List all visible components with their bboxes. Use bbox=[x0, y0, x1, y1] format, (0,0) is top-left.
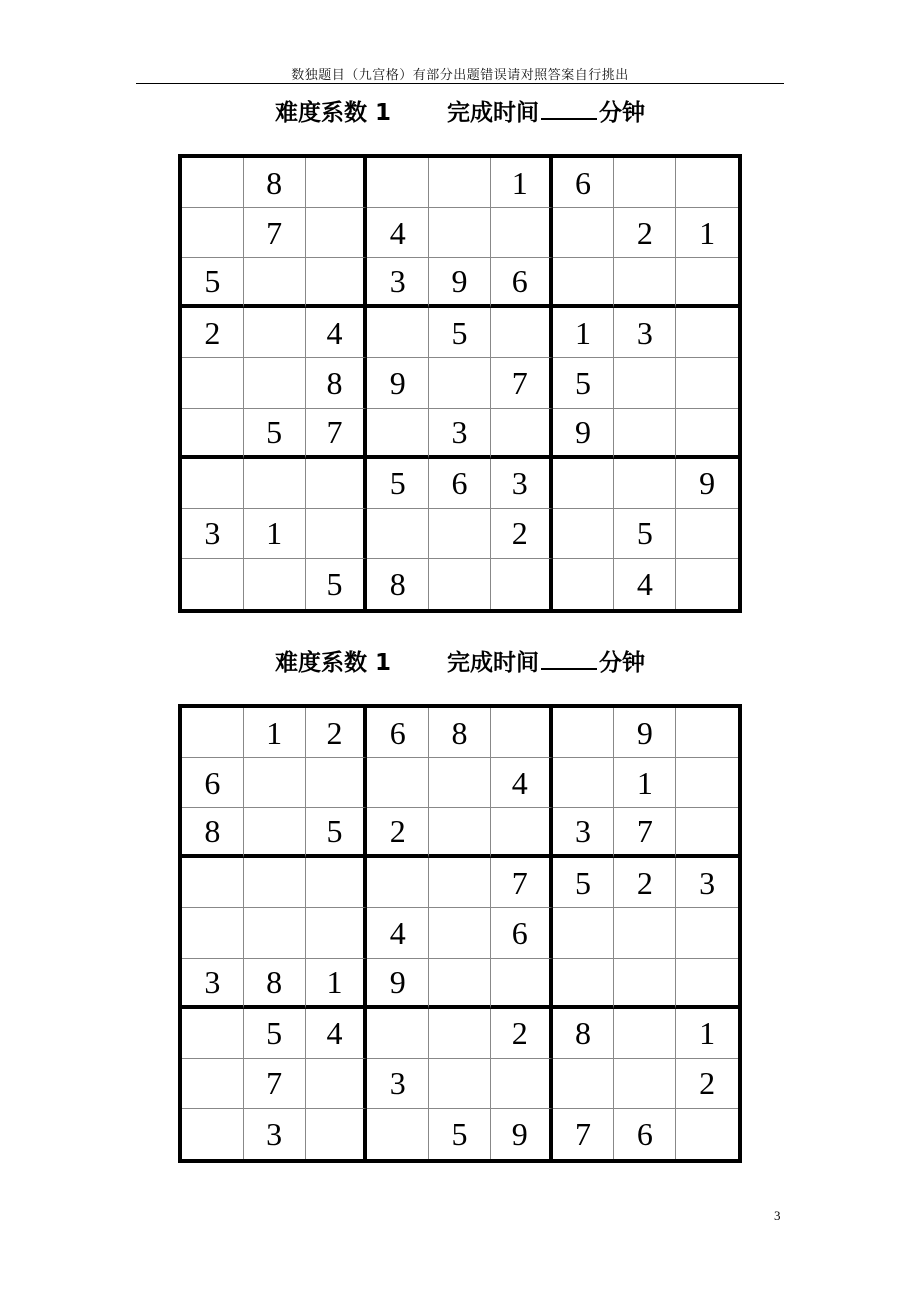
sudoku-cell bbox=[429, 1059, 491, 1109]
sudoku-cell bbox=[182, 559, 244, 609]
sudoku-cell: 8 bbox=[306, 358, 368, 408]
sudoku-cell bbox=[614, 258, 676, 308]
sudoku-cell: 9 bbox=[614, 708, 676, 758]
sudoku-cell: 5 bbox=[244, 1009, 306, 1059]
sudoku-cell bbox=[491, 708, 553, 758]
sudoku-cell bbox=[491, 308, 553, 358]
sudoku-cell bbox=[306, 758, 368, 808]
sudoku-cell: 7 bbox=[614, 808, 676, 858]
sudoku-cell bbox=[306, 258, 368, 308]
sudoku-grid bbox=[178, 704, 742, 1163]
sudoku-cell bbox=[491, 959, 553, 1009]
sudoku-cell: 8 bbox=[553, 1009, 615, 1059]
sudoku-cell bbox=[182, 858, 244, 908]
sudoku-cell bbox=[676, 959, 738, 1009]
sudoku-cell bbox=[182, 1059, 244, 1109]
sudoku-cell bbox=[306, 908, 368, 958]
sudoku-cell bbox=[491, 1059, 553, 1109]
sudoku-cell: 3 bbox=[182, 959, 244, 1009]
sudoku-cell bbox=[429, 959, 491, 1009]
sudoku-cell: 4 bbox=[614, 559, 676, 609]
sudoku-cell bbox=[367, 158, 429, 208]
time-label: 完成时间 bbox=[447, 650, 540, 676]
sudoku-grid bbox=[178, 154, 742, 613]
sudoku-cell: 1 bbox=[244, 509, 306, 559]
page-number: 3 bbox=[774, 1208, 781, 1223]
sudoku-cell bbox=[429, 758, 491, 808]
sudoku-cell bbox=[182, 459, 244, 509]
sudoku-cell bbox=[676, 409, 738, 459]
sudoku-cell: 5 bbox=[553, 858, 615, 908]
sudoku-cell bbox=[367, 1009, 429, 1059]
sudoku-cell bbox=[676, 258, 738, 308]
sudoku-cell bbox=[676, 358, 738, 408]
sudoku-cell bbox=[306, 509, 368, 559]
sudoku-cell bbox=[244, 559, 306, 609]
sudoku-cell bbox=[429, 358, 491, 408]
sudoku-cell: 2 bbox=[182, 308, 244, 358]
sudoku-cell bbox=[676, 1109, 738, 1159]
sudoku-cell bbox=[367, 409, 429, 459]
header-divider bbox=[136, 83, 784, 84]
sudoku-cell bbox=[676, 559, 738, 609]
sudoku-cell bbox=[244, 459, 306, 509]
sudoku-cell: 1 bbox=[676, 1009, 738, 1059]
sudoku-cell: 9 bbox=[676, 459, 738, 509]
sudoku-cell bbox=[614, 1059, 676, 1109]
page-header-text: 数独题目（九宫格）有部分出题错误请对照答案自行挑出 bbox=[291, 68, 629, 83]
sudoku-cell bbox=[553, 208, 615, 258]
sudoku-cell: 3 bbox=[182, 509, 244, 559]
sudoku-cell: 3 bbox=[553, 808, 615, 858]
sudoku-cell bbox=[429, 559, 491, 609]
sudoku-cell bbox=[306, 1109, 368, 1159]
sudoku-cell: 5 bbox=[553, 358, 615, 408]
sudoku-cell bbox=[553, 708, 615, 758]
sudoku-cell: 8 bbox=[244, 158, 306, 208]
sudoku-cell bbox=[676, 308, 738, 358]
sudoku-cell: 4 bbox=[491, 758, 553, 808]
sudoku-cell bbox=[306, 158, 368, 208]
sudoku-cell: 8 bbox=[244, 959, 306, 1009]
sudoku-cell bbox=[367, 509, 429, 559]
time-blank bbox=[541, 650, 597, 670]
sudoku-cell bbox=[429, 158, 491, 208]
sudoku-cell: 5 bbox=[306, 559, 368, 609]
sudoku-cell bbox=[553, 908, 615, 958]
sudoku-cell: 9 bbox=[367, 959, 429, 1009]
sudoku-cell bbox=[676, 708, 738, 758]
sudoku-cell bbox=[676, 158, 738, 208]
puzzle-title bbox=[160, 94, 760, 127]
sudoku-cell bbox=[429, 1009, 491, 1059]
sudoku-cell bbox=[429, 808, 491, 858]
sudoku-cell bbox=[614, 908, 676, 958]
sudoku-cell bbox=[182, 708, 244, 758]
sudoku-cell bbox=[553, 559, 615, 609]
sudoku-cell: 8 bbox=[429, 708, 491, 758]
sudoku-cell bbox=[614, 358, 676, 408]
sudoku-cell bbox=[244, 358, 306, 408]
sudoku-cell bbox=[429, 908, 491, 958]
sudoku-cell: 6 bbox=[614, 1109, 676, 1159]
time-unit: 分钟 bbox=[599, 100, 646, 126]
sudoku-cell: 9 bbox=[553, 409, 615, 459]
sudoku-cell bbox=[182, 358, 244, 408]
sudoku-cell bbox=[306, 459, 368, 509]
sudoku-cell bbox=[244, 758, 306, 808]
sudoku-cell bbox=[429, 509, 491, 559]
sudoku-cell: 4 bbox=[306, 1009, 368, 1059]
sudoku-cell bbox=[429, 858, 491, 908]
sudoku-cell: 6 bbox=[367, 708, 429, 758]
sudoku-cell bbox=[676, 908, 738, 958]
sudoku-cell: 9 bbox=[491, 1109, 553, 1159]
sudoku-cell: 8 bbox=[367, 559, 429, 609]
time-label: 完成时间 bbox=[447, 100, 540, 126]
sudoku-cell: 3 bbox=[614, 308, 676, 358]
sudoku-cell bbox=[244, 808, 306, 858]
sudoku-cell bbox=[306, 208, 368, 258]
sudoku-cell bbox=[553, 509, 615, 559]
puzzle-title bbox=[160, 644, 760, 677]
sudoku-cell bbox=[614, 459, 676, 509]
sudoku-cell: 9 bbox=[429, 258, 491, 308]
sudoku-cell: 7 bbox=[306, 409, 368, 459]
sudoku-cell: 1 bbox=[306, 959, 368, 1009]
sudoku-cell: 3 bbox=[491, 459, 553, 509]
sudoku-cell bbox=[553, 758, 615, 808]
sudoku-cell: 2 bbox=[367, 808, 429, 858]
sudoku-cell: 9 bbox=[367, 358, 429, 408]
sudoku-cell bbox=[614, 959, 676, 1009]
sudoku-cell bbox=[306, 1059, 368, 1109]
sudoku-cell: 3 bbox=[676, 858, 738, 908]
sudoku-cell bbox=[491, 208, 553, 258]
sudoku-cell bbox=[367, 1109, 429, 1159]
sudoku-cell: 8 bbox=[182, 808, 244, 858]
sudoku-cell bbox=[244, 858, 306, 908]
sudoku-cell: 7 bbox=[553, 1109, 615, 1159]
sudoku-cell: 5 bbox=[244, 409, 306, 459]
sudoku-cell bbox=[429, 208, 491, 258]
sudoku-cell: 7 bbox=[244, 208, 306, 258]
sudoku-cell: 1 bbox=[676, 208, 738, 258]
sudoku-cell: 3 bbox=[367, 258, 429, 308]
sudoku-cell: 2 bbox=[676, 1059, 738, 1109]
sudoku-cell bbox=[491, 559, 553, 609]
sudoku-cell bbox=[182, 1009, 244, 1059]
sudoku-cell: 5 bbox=[367, 459, 429, 509]
sudoku-cell bbox=[244, 908, 306, 958]
sudoku-cell: 1 bbox=[553, 308, 615, 358]
sudoku-cell bbox=[614, 1009, 676, 1059]
sudoku-cell: 7 bbox=[491, 358, 553, 408]
sudoku-cell bbox=[306, 858, 368, 908]
sudoku-cell bbox=[553, 959, 615, 1009]
time-unit: 分钟 bbox=[599, 650, 646, 676]
sudoku-cell: 6 bbox=[182, 758, 244, 808]
sudoku-cell: 2 bbox=[614, 858, 676, 908]
sudoku-cell: 2 bbox=[491, 509, 553, 559]
sudoku-cell bbox=[676, 509, 738, 559]
sudoku-cell bbox=[676, 808, 738, 858]
sudoku-cell: 2 bbox=[614, 208, 676, 258]
sudoku-cell: 2 bbox=[491, 1009, 553, 1059]
sudoku-cell bbox=[553, 258, 615, 308]
sudoku-cell: 6 bbox=[429, 459, 491, 509]
sudoku-cell: 3 bbox=[367, 1059, 429, 1109]
sudoku-cell: 1 bbox=[244, 708, 306, 758]
sudoku-cell: 6 bbox=[553, 158, 615, 208]
sudoku-cell bbox=[182, 158, 244, 208]
sudoku-cell: 4 bbox=[367, 208, 429, 258]
sudoku-cell: 4 bbox=[367, 908, 429, 958]
sudoku-cell bbox=[244, 258, 306, 308]
difficulty-label: 难度系数 1 bbox=[274, 100, 391, 126]
sudoku-cell: 5 bbox=[306, 808, 368, 858]
sudoku-cell: 3 bbox=[429, 409, 491, 459]
time-blank bbox=[541, 100, 597, 120]
sudoku-cell bbox=[182, 1109, 244, 1159]
sudoku-cell: 5 bbox=[429, 1109, 491, 1159]
sudoku-cell bbox=[614, 409, 676, 459]
sudoku-cell bbox=[367, 858, 429, 908]
sudoku-cell: 6 bbox=[491, 908, 553, 958]
difficulty-label: 难度系数 1 bbox=[274, 650, 391, 676]
sudoku-cell bbox=[553, 459, 615, 509]
sudoku-cell: 7 bbox=[244, 1059, 306, 1109]
sudoku-cell: 1 bbox=[614, 758, 676, 808]
sudoku-cell bbox=[491, 409, 553, 459]
sudoku-cell bbox=[182, 208, 244, 258]
sudoku-cell: 2 bbox=[306, 708, 368, 758]
sudoku-cell: 6 bbox=[491, 258, 553, 308]
sudoku-cell bbox=[182, 908, 244, 958]
sudoku-cell: 5 bbox=[614, 509, 676, 559]
sudoku-cell bbox=[244, 308, 306, 358]
sudoku-cell: 7 bbox=[491, 858, 553, 908]
sudoku-cell: 4 bbox=[306, 308, 368, 358]
sudoku-cell: 5 bbox=[429, 308, 491, 358]
sudoku-cell bbox=[676, 758, 738, 808]
sudoku-cell bbox=[367, 308, 429, 358]
sudoku-cell bbox=[553, 1059, 615, 1109]
sudoku-cell bbox=[491, 808, 553, 858]
sudoku-cell bbox=[614, 158, 676, 208]
sudoku-cell: 5 bbox=[182, 258, 244, 308]
sudoku-cell bbox=[367, 758, 429, 808]
sudoku-cell bbox=[182, 409, 244, 459]
sudoku-cell: 1 bbox=[491, 158, 553, 208]
sudoku-cell: 3 bbox=[244, 1109, 306, 1159]
